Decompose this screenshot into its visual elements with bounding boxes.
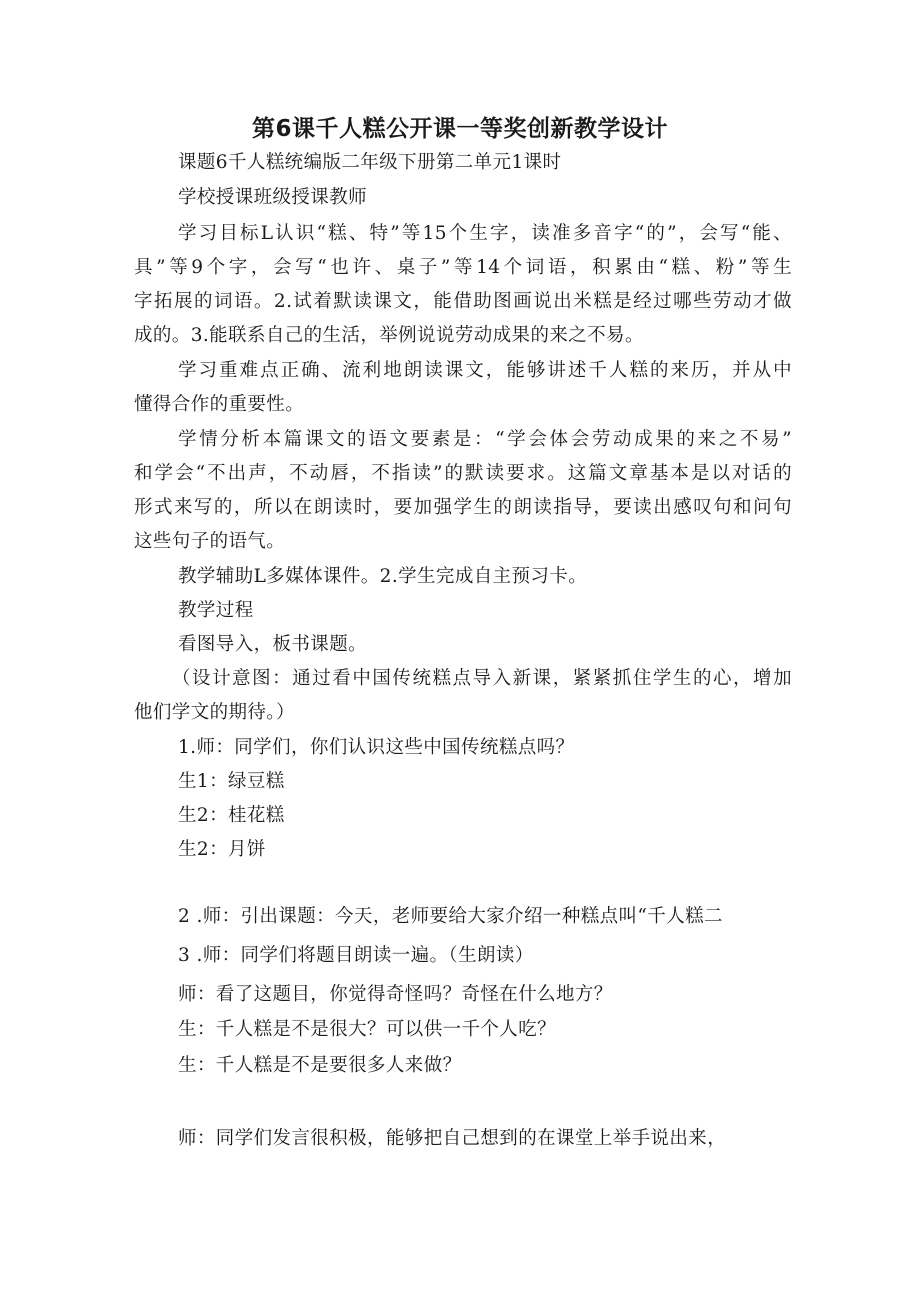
analysis-line-2: 和学会“不出声，不动唇，不指读”的默读要求。这篇文章基本是以对话的 <box>134 463 792 484</box>
dialogue-line-8: 生：千人糕是不是很大？可以供一千个人吃？ <box>178 1019 557 1040</box>
dialogue-line-5: 2 .师：引出课题：今天，老师要给大家介绍一种糕点叫“千人糕二 <box>178 906 723 927</box>
dialogue-line-3: 生2：桂花糕 <box>178 805 285 826</box>
objectives-line-1: 学习目标L认识“糕、特”等15个生字，读准多音字“的”，会写“能、 <box>178 223 792 244</box>
design-intent-line-2: 他们学文的期待。） <box>134 702 295 723</box>
objectives-line-3: 字拓展的词语。2.试着默读课文，能借助图画说出米糕是经过哪些劳动才做 <box>134 291 792 312</box>
intro-line: 看图导入，板书课题。 <box>178 634 368 655</box>
dialogue-line-10: 师：同学们发言很积极，能够把自己想到的在课堂上举手说出来， <box>178 1128 727 1149</box>
analysis-line-1: 学情分析本篇课文的语文要素是：“学会体会劳动成果的来之不易” <box>178 429 792 450</box>
process-heading: 教学过程 <box>178 600 254 621</box>
dialogue-line-7: 师：看了这题目，你觉得奇怪吗？奇怪在什么地方？ <box>178 984 613 1005</box>
objectives-line-2: 具”等9个字，会写“也许、桌子”等14个词语，积累由“糕、粉”等生 <box>134 257 792 278</box>
dialogue-line-4: 生2：月饼 <box>178 839 266 860</box>
key-points-line-2: 懂得合作的重要性。 <box>134 394 305 415</box>
school-class-teacher-line: 学校授课班级授课教师 <box>178 187 368 208</box>
dialogue-line-6: 3 .师：同学们将题目朗读一遍。（生朗读） <box>178 945 534 966</box>
document-title: 第6课千人糕公开课一等奖创新教学设计 <box>251 116 668 142</box>
dialogue-line-9: 生：千人糕是不是要很多人来做？ <box>178 1055 462 1076</box>
design-intent-line-1: （设计意图：通过看中国传统糕点导入新课，紧紧抓住学生的心，增加 <box>172 668 792 689</box>
analysis-line-3: 形式来写的，所以在朗读时，要加强学生的朗读指导，要读出感叹句和问句 <box>134 497 792 518</box>
objectives-line-4: 成的。3.能联系自己的生活，举例说说劳动成果的来之不易。 <box>134 325 644 346</box>
teaching-aids-line: 教学辅助L多媒体课件。2.学生完成自主预习卡。 <box>178 566 588 587</box>
analysis-line-4: 这些句子的语气。 <box>134 531 286 552</box>
lesson-topic-line: 课题6千人糕统编版二年级下册第二单元1课时 <box>178 152 562 173</box>
dialogue-line-2: 生1：绿豆糕 <box>178 771 285 792</box>
key-points-line-1: 学习重难点正确、流利地朗读课文，能够讲述千人糕的来历，并从中 <box>178 360 792 381</box>
dialogue-line-1: 1.师：同学们，你们认识这些中国传统糕点吗？ <box>178 737 575 758</box>
